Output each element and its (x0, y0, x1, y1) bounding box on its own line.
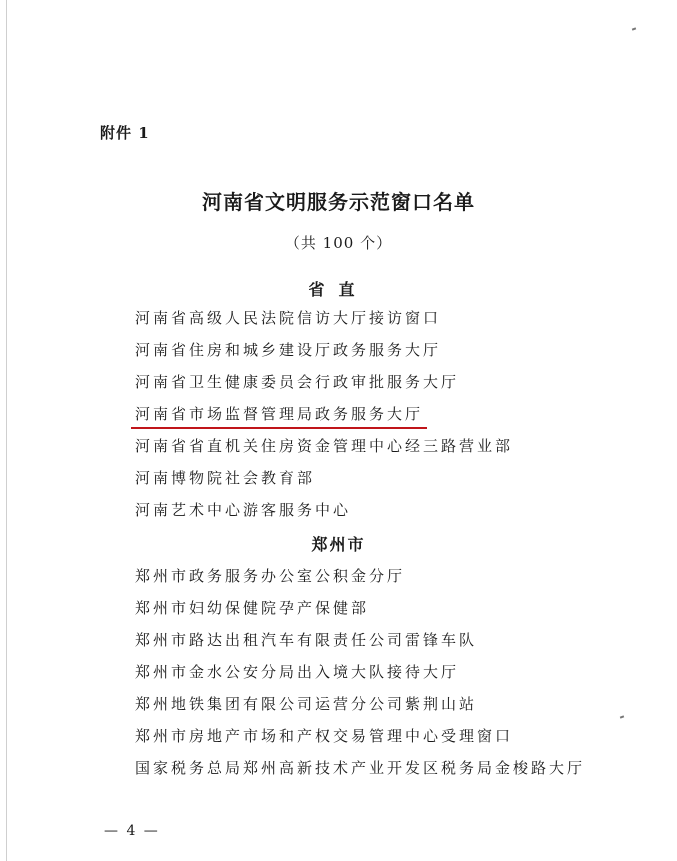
list-item: 郑州市房地产市场和产权交易管理中心受理窗口 (135, 727, 514, 745)
list-item: 郑州地铁集团有限公司运营分公司紫荆山站 (135, 695, 478, 713)
page-edge (6, 0, 7, 861)
document-subtitle: （共 100 个） (284, 234, 393, 252)
list-item: 郑州市路达出租汽车有限责任公司雷锋车队 (135, 631, 478, 649)
list-item: 郑州市政务服务办公室公积金分厅 (135, 567, 406, 585)
scan-speck (620, 715, 624, 718)
list-item: 国家税务总局郑州高新技术产业开发区税务局金梭路大厅 (135, 759, 586, 777)
list-item: 郑州市妇幼保健院孕产保健部 (135, 599, 370, 617)
list-item: 河南省住房和城乡建设厅政务服务大厅 (135, 341, 442, 359)
list-item: 河南省高级人民法院信访大厅接访窗口 (135, 309, 442, 327)
attachment-label: 附件 1 (100, 124, 150, 142)
list-item: 郑州市金水公安分局出入境大队接待大厅 (135, 663, 460, 681)
list-item: 河南省省直机关住房资金管理中心经三路营业部 (135, 437, 514, 455)
section-heading-zhengzhou: 郑州市 (311, 535, 366, 554)
highlighted-item-text: 河南省市场监督管理局政务服务大厅 (131, 401, 427, 429)
scan-speck (632, 27, 636, 30)
section-heading-provincial: 省直 (308, 280, 369, 299)
zhengzhou-list (135, 560, 585, 784)
list-item: 河南省卫生健康委员会行政审批服务大厅 (135, 373, 460, 391)
list-item: 河南艺术中心游客服务中心 (135, 501, 352, 519)
list-item: 河南博物院社会教育部 (135, 469, 316, 487)
document-title: 河南省文明服务示范窗口名单 (202, 190, 475, 214)
list-item-highlighted (135, 398, 513, 430)
page-number: — 4 — (104, 823, 160, 839)
provincial-list (135, 302, 513, 526)
